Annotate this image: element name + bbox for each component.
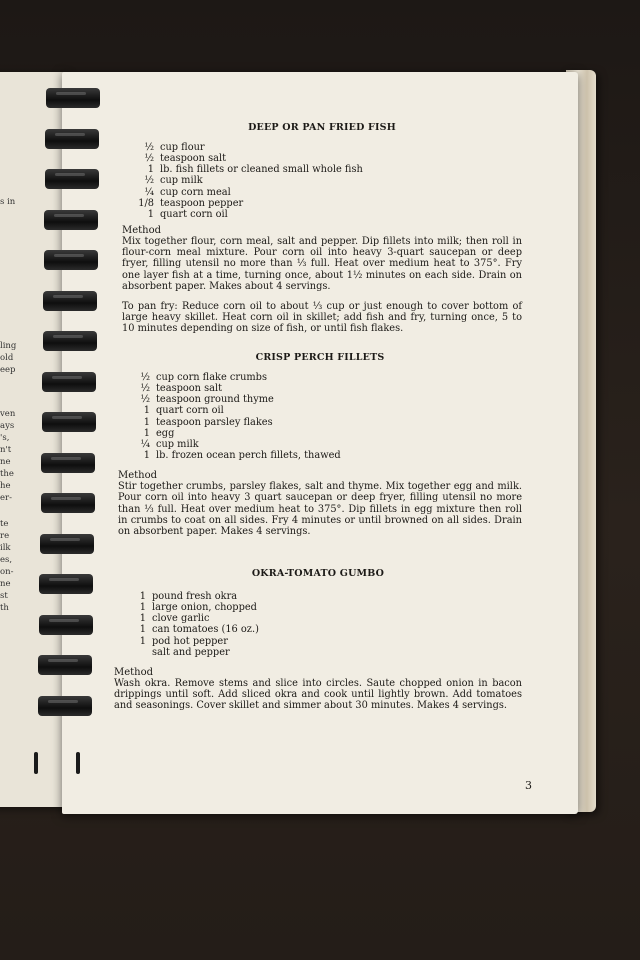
- left-page-fragment: he: [0, 481, 11, 491]
- left-page-fragment: te: [0, 519, 9, 529]
- ingredient-row: [134, 187, 522, 198]
- ingredient-qty: ½: [140, 383, 150, 395]
- ingredient-qty: ½: [140, 394, 150, 406]
- ingredient-qty: ½: [144, 175, 154, 187]
- binding-coil: [45, 129, 99, 149]
- method-text: Wash okra. Remove stems and slice into circles. Saute chopped onion in bacon drippings until soft. Add sliced okra and cook until lightly brown. Add tomatoes and seasonings. Cover skillet and simmer about 30 minutes. Makes 4 servings.: [114, 677, 522, 712]
- ingredient-row: [126, 591, 522, 602]
- ingredient-qty: [126, 647, 152, 658]
- ingredient-item: large onion, chopped: [152, 602, 257, 614]
- left-page-fragment: the: [0, 469, 14, 479]
- ingredient-qty: 1: [147, 164, 154, 176]
- binding-coil: [45, 169, 99, 189]
- method-label: Method: [122, 224, 162, 236]
- ingredient-item: pound fresh okra: [152, 591, 238, 603]
- ingredient-row: [134, 164, 522, 175]
- recipe-page: [62, 72, 578, 814]
- binding-coil: [39, 574, 93, 594]
- ingredient-row: [130, 439, 522, 450]
- binding-coil: [43, 331, 97, 351]
- ingredient-row: [134, 142, 522, 153]
- ingredient-list: [134, 142, 522, 220]
- binding-coil: [44, 210, 98, 230]
- binding-coil: [44, 250, 98, 270]
- binding-coil: [42, 412, 96, 432]
- left-page-fragment: er-: [0, 493, 12, 503]
- binding-coil: [41, 453, 95, 473]
- ingredient-row: [130, 417, 522, 428]
- ingredient-row: [134, 153, 522, 164]
- ingredient-item: teaspoon pepper: [160, 197, 244, 209]
- ingredient-qty: ½: [140, 372, 150, 384]
- ingredient-row: [134, 209, 522, 220]
- left-page-fragment: s in: [0, 197, 16, 207]
- ingredient-item: clove garlic: [152, 613, 210, 625]
- left-page-fragment: ne: [0, 457, 11, 467]
- recipe-title: CRISP PERCH FILLETS: [255, 352, 385, 363]
- ingredient-qty: ½: [144, 153, 154, 165]
- method-text: Mix together flour, corn meal, salt and pepper. Dip fillets into milk; then roll in flour-corn meal mixture. Pour corn oil into heavy 3-quart saucepan or deep fryer, filling utensil no more than ⅓ full. Heat over medium heat to 375°. Fry one layer fish at a time, turning once, about 1½ minutes on each side. Drain on absorbent paper. Makes about 4 servings.: [122, 236, 522, 292]
- binding-coil: [39, 615, 93, 635]
- ingredient-row: [126, 636, 522, 647]
- left-page-fragment: on-: [0, 567, 14, 577]
- ingredient-item: teaspoon ground thyme: [156, 394, 274, 406]
- ingredient-item: lb. fish fillets or cleaned small whole fish: [160, 164, 363, 176]
- left-page-fragment: 's,: [0, 433, 10, 443]
- binding-coil: [43, 291, 97, 311]
- ingredient-qty: 1: [139, 591, 146, 603]
- binding-coil: [42, 372, 96, 392]
- ingredient-row: [134, 175, 522, 186]
- ingredient-item: pod hot pepper: [152, 635, 228, 647]
- recipe-title: DEEP OR PAN FRIED FISH: [248, 122, 396, 133]
- left-page-fragment: ven: [0, 409, 16, 419]
- page-number: 3: [525, 779, 532, 792]
- ingredient-row: [126, 647, 522, 658]
- left-page-fragment: eep: [0, 365, 16, 375]
- ingredient-row: [130, 372, 522, 383]
- ingredient-qty: 1: [139, 635, 146, 647]
- binding-coil: [38, 696, 92, 716]
- ingredient-item: cup flour: [160, 142, 205, 154]
- left-page-fragment: n't: [0, 445, 12, 455]
- recipe-okra-tomato-gumbo: [114, 568, 522, 712]
- ingredient-qty: 1: [143, 449, 150, 461]
- ingredient-row: [126, 613, 522, 624]
- ingredient-item: teaspoon salt: [156, 383, 223, 395]
- left-page-fragment: st: [0, 591, 8, 601]
- method-label: Method: [118, 469, 158, 481]
- spiral-binding: [34, 88, 104, 788]
- binding-coil: [41, 493, 95, 513]
- ingredient-list: [126, 591, 522, 658]
- ingredient-qty: 1: [147, 208, 154, 220]
- ingredient-row: [126, 624, 522, 635]
- ingredient-item: lb. frozen ocean perch fillets, thawed: [156, 449, 341, 461]
- ingredient-qty: 1/8: [138, 197, 154, 209]
- left-page-fragment: ays: [0, 421, 15, 431]
- ingredient-row: [130, 405, 522, 416]
- pan-fry-note: To pan fry: Reduce corn oil to about ⅓ cup or just enough to cover bottom of large heavy skillet. Heat corn oil in skillet; add fish and fry, turning once, 5 to 10 minutes depending on size of fish, or until fish flakes.: [122, 301, 522, 335]
- ingredient-item: cup milk: [156, 438, 199, 450]
- ingredient-qty: 1: [139, 613, 146, 625]
- ingredient-item: teaspoon parsley flakes: [156, 416, 273, 428]
- ingredient-item: quart corn oil: [160, 208, 228, 220]
- ingredient-item: egg: [156, 427, 175, 439]
- ingredient-qty: ½: [144, 142, 154, 154]
- ingredient-row: [130, 383, 522, 394]
- binding-slot: [76, 752, 80, 774]
- ingredient-row: [126, 602, 522, 613]
- method-text: Stir together crumbs, parsley flakes, salt and thyme. Mix together egg and milk. Pour corn oil into heavy 3 quart saucepan or deep fryer, filling utensil no more than ⅓ full. Heat over medium heat to 375°. Dip fillets in egg mixture then roll in crumbs to coat on all sides. Fry 4 minutes or until browned on all sides. Drain on absorbent paper. Makes 4 servings.: [118, 481, 522, 537]
- ingredient-item: cup corn meal: [160, 186, 231, 198]
- binding-coil: [46, 88, 100, 108]
- method-label: Method: [114, 666, 154, 678]
- ingredient-item: cup corn flake crumbs: [156, 372, 267, 384]
- ingredient-qty: 1: [139, 602, 146, 614]
- left-page-fragment: ilk: [0, 543, 11, 553]
- ingredient-qty: 1: [139, 624, 146, 636]
- ingredient-row: [134, 198, 522, 209]
- ingredient-item: teaspoon salt: [160, 153, 227, 165]
- recipe-title: OKRA-TOMATO GUMBO: [251, 568, 385, 579]
- left-page-fragment: re: [0, 531, 10, 541]
- ingredient-row: [130, 450, 522, 461]
- ingredient-item: quart corn oil: [156, 405, 224, 417]
- left-page-fragment: th: [0, 603, 9, 613]
- ingredient-item: can tomatoes (16 oz.): [152, 624, 259, 636]
- recipe-crisp-perch-fillets: [118, 352, 522, 537]
- ingredient-qty: ¼: [140, 438, 150, 450]
- binding-slot: [34, 752, 38, 774]
- ingredient-item: cup milk: [160, 175, 203, 187]
- ingredient-qty: 1: [143, 416, 150, 428]
- ingredient-qty: 1: [143, 405, 150, 417]
- ingredient-qty: 1: [143, 427, 150, 439]
- left-page-fragment: ling: [0, 341, 17, 351]
- binding-coil: [38, 655, 92, 675]
- left-page-fragment: ne: [0, 579, 11, 589]
- binding-coil: [40, 534, 94, 554]
- ingredient-row: [130, 428, 522, 439]
- ingredient-list: [130, 372, 522, 461]
- recipe-deep-or-pan-fried-fish: [122, 122, 522, 335]
- left-page-fragment: old: [0, 353, 14, 363]
- ingredient-qty: ¼: [144, 186, 154, 198]
- left-page-fragment: es,: [0, 555, 13, 565]
- ingredient-item: salt and pepper: [152, 646, 230, 658]
- ingredient-row: [130, 394, 522, 405]
